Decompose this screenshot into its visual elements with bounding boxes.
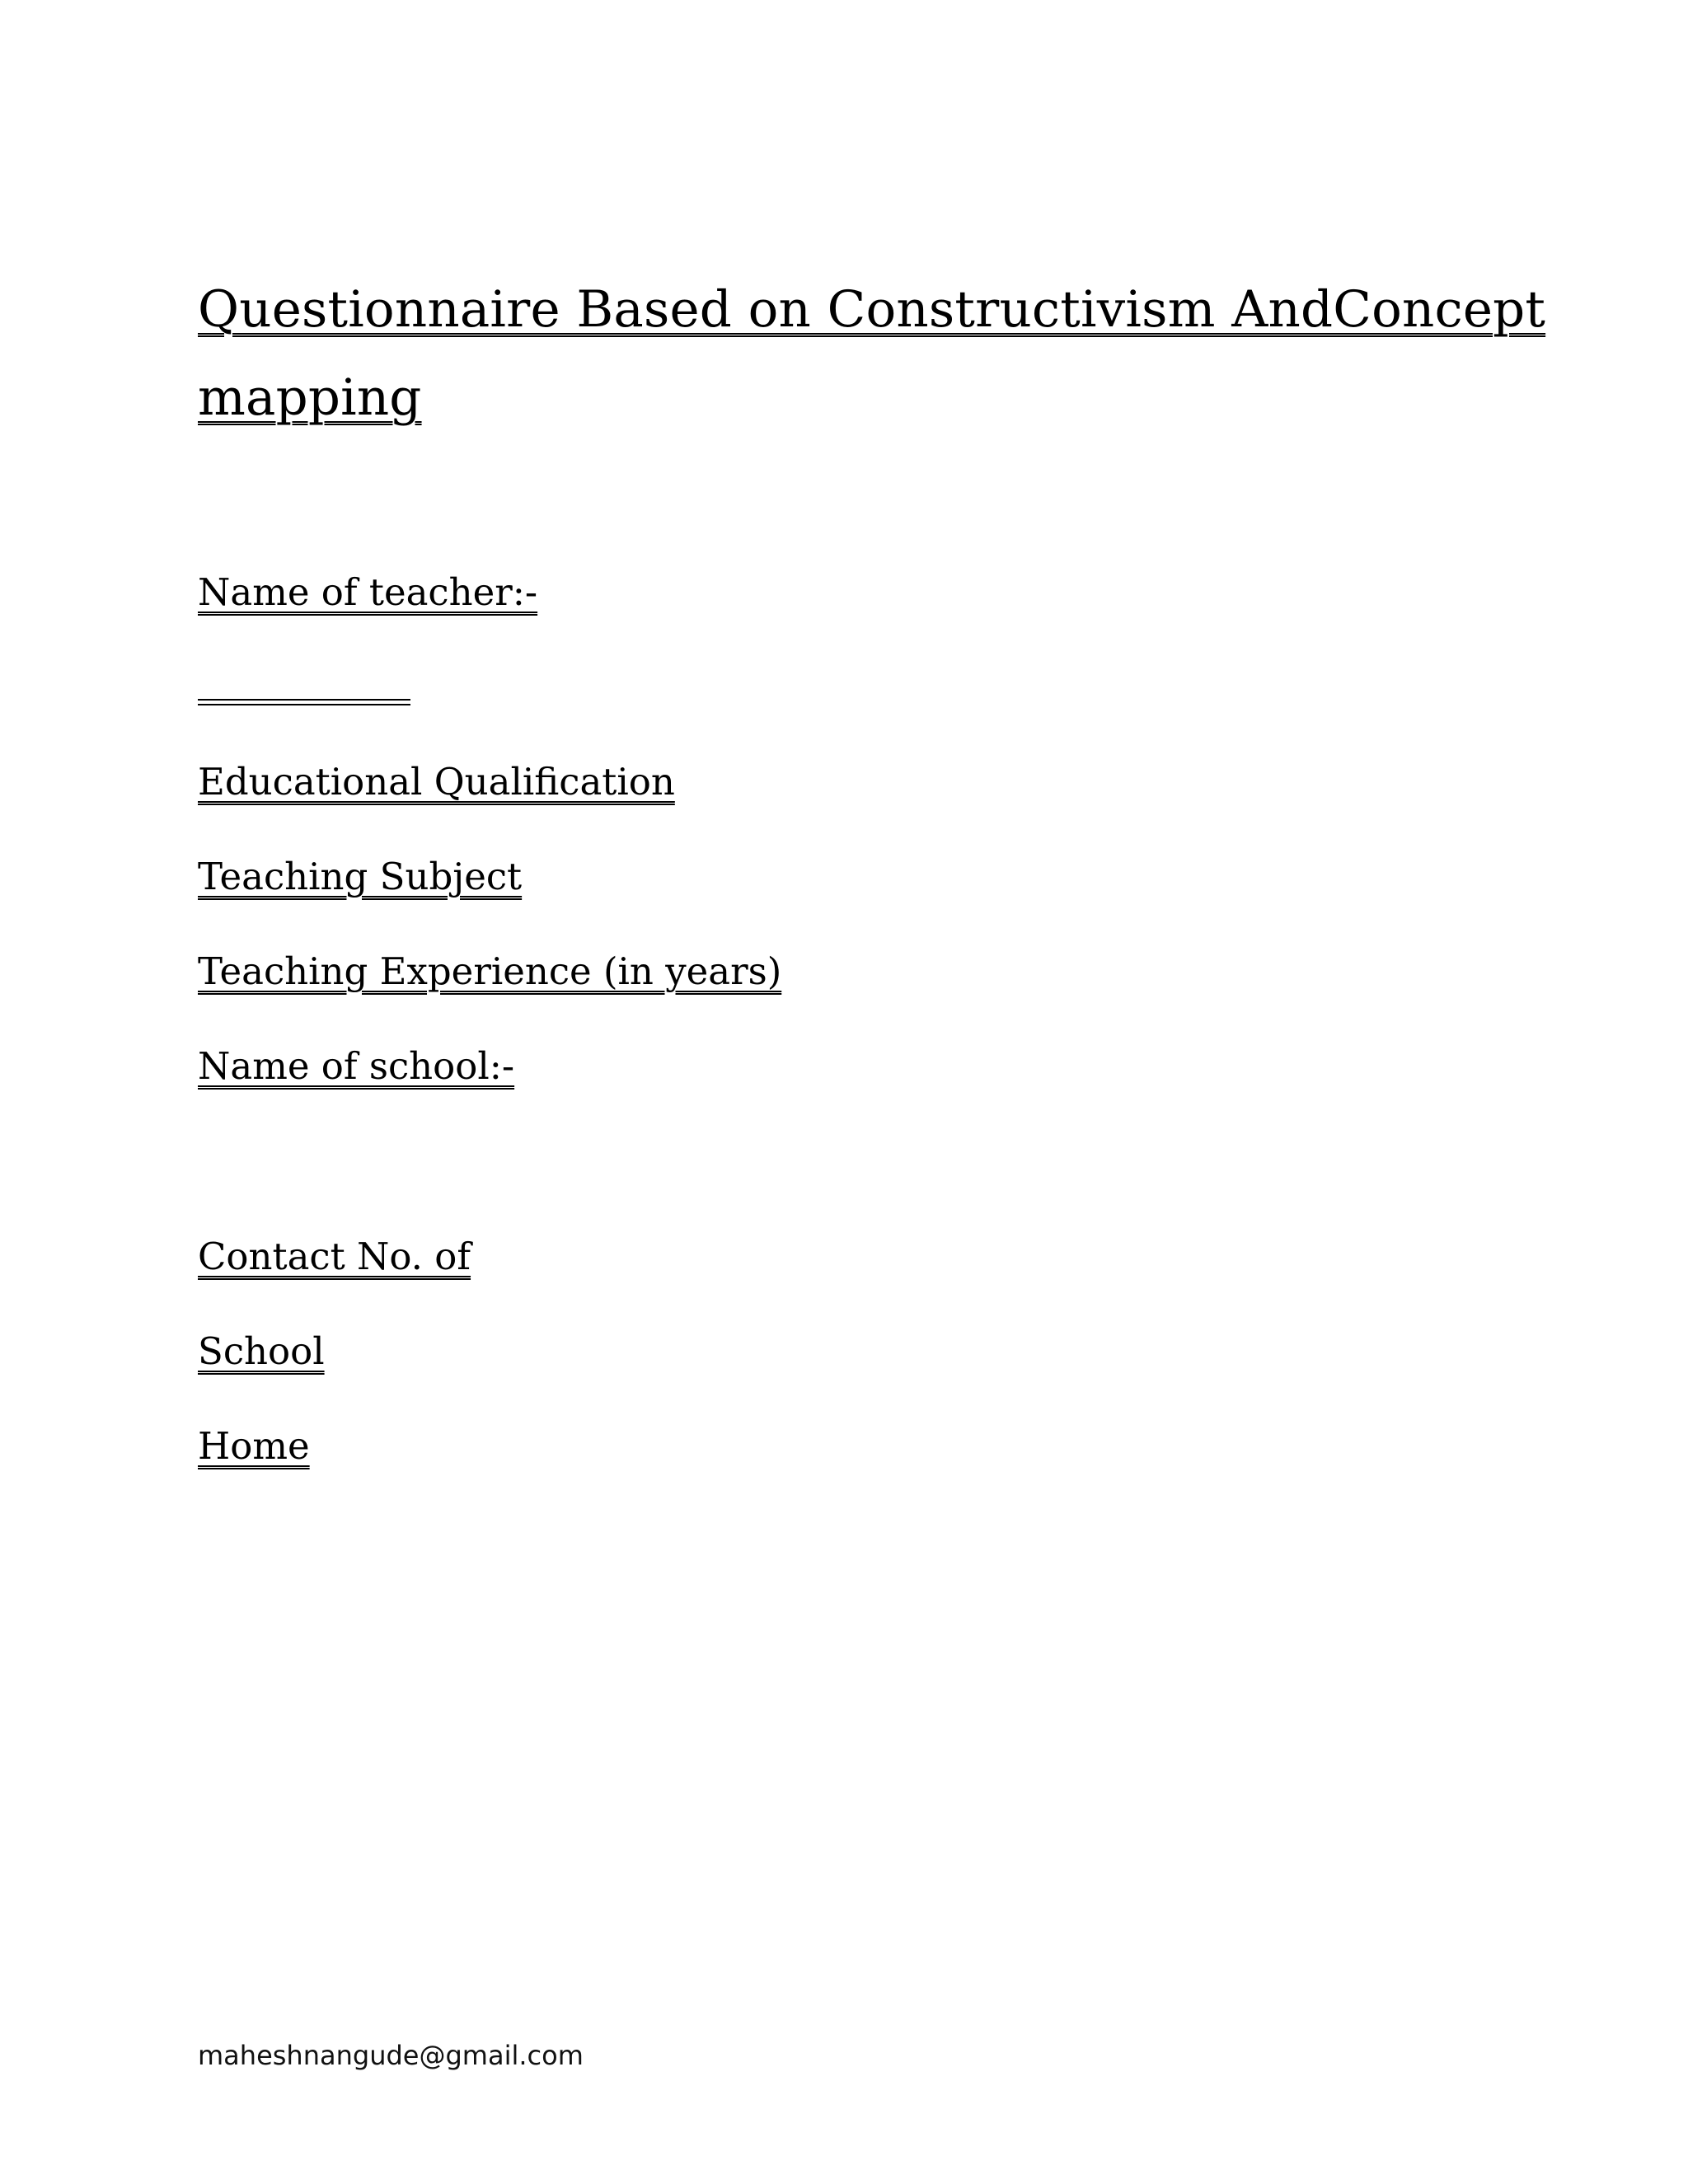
field-label-teaching-subject: Teaching Subject xyxy=(198,855,523,898)
field-school-name xyxy=(198,1044,515,1088)
field-contact-school xyxy=(198,1329,325,1373)
document-title-line-1 xyxy=(198,280,1546,339)
title-text-2: mapping xyxy=(198,368,422,427)
field-teaching-experience xyxy=(198,949,782,993)
field-educational-qualification xyxy=(198,760,675,804)
field-label-educational-qualification: Educational Qualification xyxy=(198,760,675,804)
field-label-teacher-name: Name of teacher:- xyxy=(198,570,538,614)
title-text-1: Questionnaire Based on Constructivism AndConcept xyxy=(198,280,1546,339)
field-contact-no xyxy=(198,1235,471,1278)
document-title-line-2 xyxy=(198,368,422,427)
field-label-school-name: Name of school:- xyxy=(198,1044,515,1088)
field-label-contact-school: School xyxy=(198,1329,325,1373)
field-label-contact-home: Home xyxy=(198,1424,310,1468)
field-label-teaching-experience: Teaching Experience (in years) xyxy=(198,949,782,993)
teacher-name-blank-line xyxy=(198,699,410,705)
footer-email: maheshnangude@gmail.com xyxy=(198,2040,584,2071)
field-teaching-subject xyxy=(198,855,523,898)
field-teacher-name xyxy=(198,570,538,614)
field-label-contact-no: Contact No. of xyxy=(198,1235,471,1278)
field-contact-home xyxy=(198,1424,310,1468)
